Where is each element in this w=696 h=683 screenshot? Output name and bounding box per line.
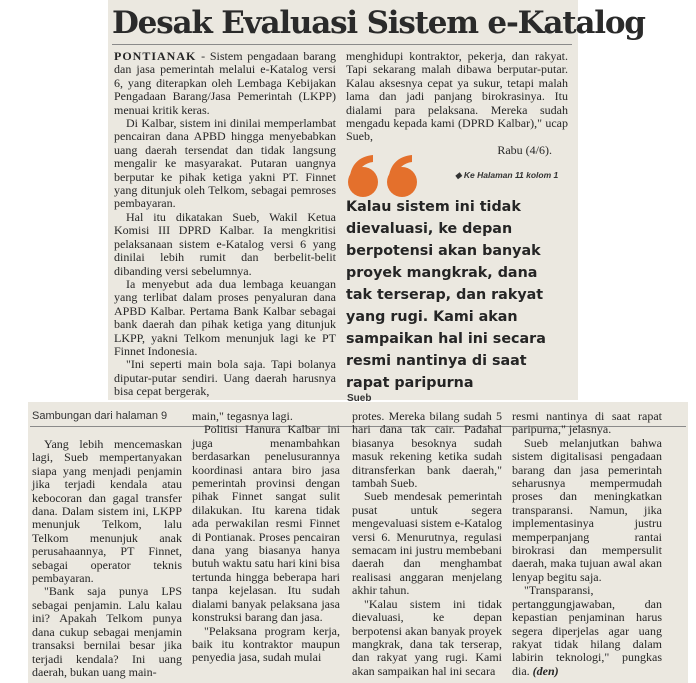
paragraph: Yang lebih mencemaskan lagi, Sueb mempertanyakan siapa yang menjadi penjamin jika terjadi kendala atau kebocoran dan gagal transfer dana. Dalam sistem ini, LKPP menunjuk Telkom, lalu Telkom menunjuk anak perusahaannya, PT Finnet, sebagai operator teknis pembayaran. xyxy=(32,437,182,586)
continued-column-4 xyxy=(512,410,662,678)
paragraph: Hal itu dikatakan Sueb, Wakil Ketua Komisi III DPRD Kalbar. Ia mengkritisi pelaksanaan sistem e-Katalog versi 6 yang dinilai lebih rumit dan berbelit-belit dibanding versi sebelumnya. xyxy=(114,209,336,278)
lead-paragraph xyxy=(114,50,336,117)
lead-text: - Sistem pengadaan barang dan jasa pemerintah melalui e-Katalog versi 6, yang diterapkan oleh Lembaga Kebijakan Pengadaan Barang/Jasa Pemerintah (LKPP) menuai kritik keras. xyxy=(114,50,336,117)
article-column-1 xyxy=(114,50,336,402)
continued-column-2 xyxy=(192,410,340,665)
dateline: PONTIANAK xyxy=(114,50,197,63)
headline: Desak Evaluasi Sistem e-Katalog xyxy=(112,5,645,41)
paragraph: Politisi Hanura Kalbar ini juga menambahkan berdasarkan penelusurannya koordinasi antara biro jasa pemerintah provinsi dengan pihak Finnet sangat sulit dilakukan. Itu karena tidak ada perwakilan resmi Finnet di Pontianak. Proses pencairan dana yang biasanya hanya butuh waktu satu hari kini bisa tertunda hingga beberapa hari tanpa kejelasan. Itu sudah dialami banyak pelaksana jasa konstruksi barang dan jasa. xyxy=(192,422,340,625)
author-credit: (den) xyxy=(532,663,559,678)
paragraph: "Bank saja punya LPS sebagai penjamin. Lalu kalau ini? Apakah Telkom punya dana cukup sebagai menjamin transaksi bernilai besar jika terjadi kendala? Ini uang daerah, bukan uang main- xyxy=(32,584,182,679)
paragraph: "Pelaksana program kerja, baik itu kontraktor maupun penyedia jasa, sudah mulai xyxy=(192,623,340,665)
jump-line xyxy=(455,170,585,181)
paragraph: Ia menyebut ada dua lembaga keuangan yang terlibat dalam proses penyaluran dana APBD Kalbar. Pertama Bank Kalbar sebagai bank daerah dan pihak ketiga yang ditunjuk LKPP, yakni Telkom menunjuk lagi ke PT Finnet Indonesia. xyxy=(114,276,336,358)
paragraph: "Kalau sistem ini tidak dievaluasi, ke depan berpotensi akan banyak proyek mangkrak, dana tak terserap, dan rakyat yang rugi. Kami akan sampaikan hal ini secara xyxy=(352,596,502,678)
double-quote-icon xyxy=(346,152,422,200)
article-column-2 xyxy=(346,50,568,157)
jump-marker-icon: ◆ xyxy=(455,170,462,180)
paragraph: menghidupi kontraktor, pekerja, dan rakyat. Tapi sekarang malah dibawa berputar-putar. Kalau aksesnya cepat ya sukur, tetapi malah lama dan jadi panjang birokrasinya. Itu dialami para pelaksana. Mereka sudah mengadu kepada kami (DPRD Kalbar)," ucap Sueb, xyxy=(346,49,568,144)
closing-text: "Transparansi, pertanggungjawaban, dan kepastian penjaminan harus segera diperjelas agar uang rakyat tidak hilang dalam labirin teknologi," pungkas dia. xyxy=(512,583,662,678)
continued-column-3 xyxy=(352,410,502,678)
continued-column-1 xyxy=(32,438,182,679)
headline-rule xyxy=(112,44,572,45)
paragraph: Sueb mendesak pemerintah pusat untuk segera mengevaluasi sistem e-Katalog versi 6. Menurutnya, regulasi semacam ini justru membebani daerah dan menghambat realisasi anggaran menjelang akhir tahun. xyxy=(352,489,502,598)
paragraph: "Ini seperti main bola saja. Tapi bolanya diputar-putar sendiri. Uang daerah harusnya bisa cepat bergerak, xyxy=(114,357,336,399)
continued-label: Sambungan dari halaman 9 xyxy=(32,410,168,422)
paragraph: resmi nantinya di saat rapat paripurna," jelasnya. xyxy=(512,409,662,437)
pull-quote: Kalau sistem ini tidak dievaluasi, ke depan berpotensi akan banyak proyek mangkrak, dana tak terserap, dan rakyat yang rugi. Kami akan sampaikan hal ini secara resmi nantinya di saat rapat paripurna xyxy=(346,199,546,391)
jump-text: Ke Halaman 11 kolom 1 xyxy=(463,170,559,180)
signoff: Rabu (4/6). xyxy=(497,142,552,157)
pull-quote-author: Sueb xyxy=(347,393,372,404)
paragraph xyxy=(512,584,662,678)
paragraph: Di Kalbar, sistem ini dinilai memperlambat pencairan dana APBD hingga menyebabkan uang daerah tersendat dan tidak langsung mengalir ke masyarakat. Putaran uangnya berputar ke pihak ketiga yakni PT. Finnet yang ditunjuk oleh Telkom, sebagai pemroses pembayaran. xyxy=(114,116,336,211)
paragraph: protes. Mereka bilang sudah 5 hari dana tak cair. Padahal biasanya besoknya sudah masuk rekening ketika sudah ditransferkan bank daerah," tambah Sueb. xyxy=(352,409,502,491)
paragraph: Sueb melanjutkan bahwa sistem digitalisasi pengadaan barang dan jasa pemerintah seharusnya mempermudah proses dan meningkatkan transparansi. Namun, jika implementasinya justru memperpanjang rantai birokrasi dan mempersulit daerah, maka tujuan awal akan lenyap begitu saja. xyxy=(512,435,662,584)
paragraph: main," tegasnya lagi. xyxy=(192,409,293,423)
